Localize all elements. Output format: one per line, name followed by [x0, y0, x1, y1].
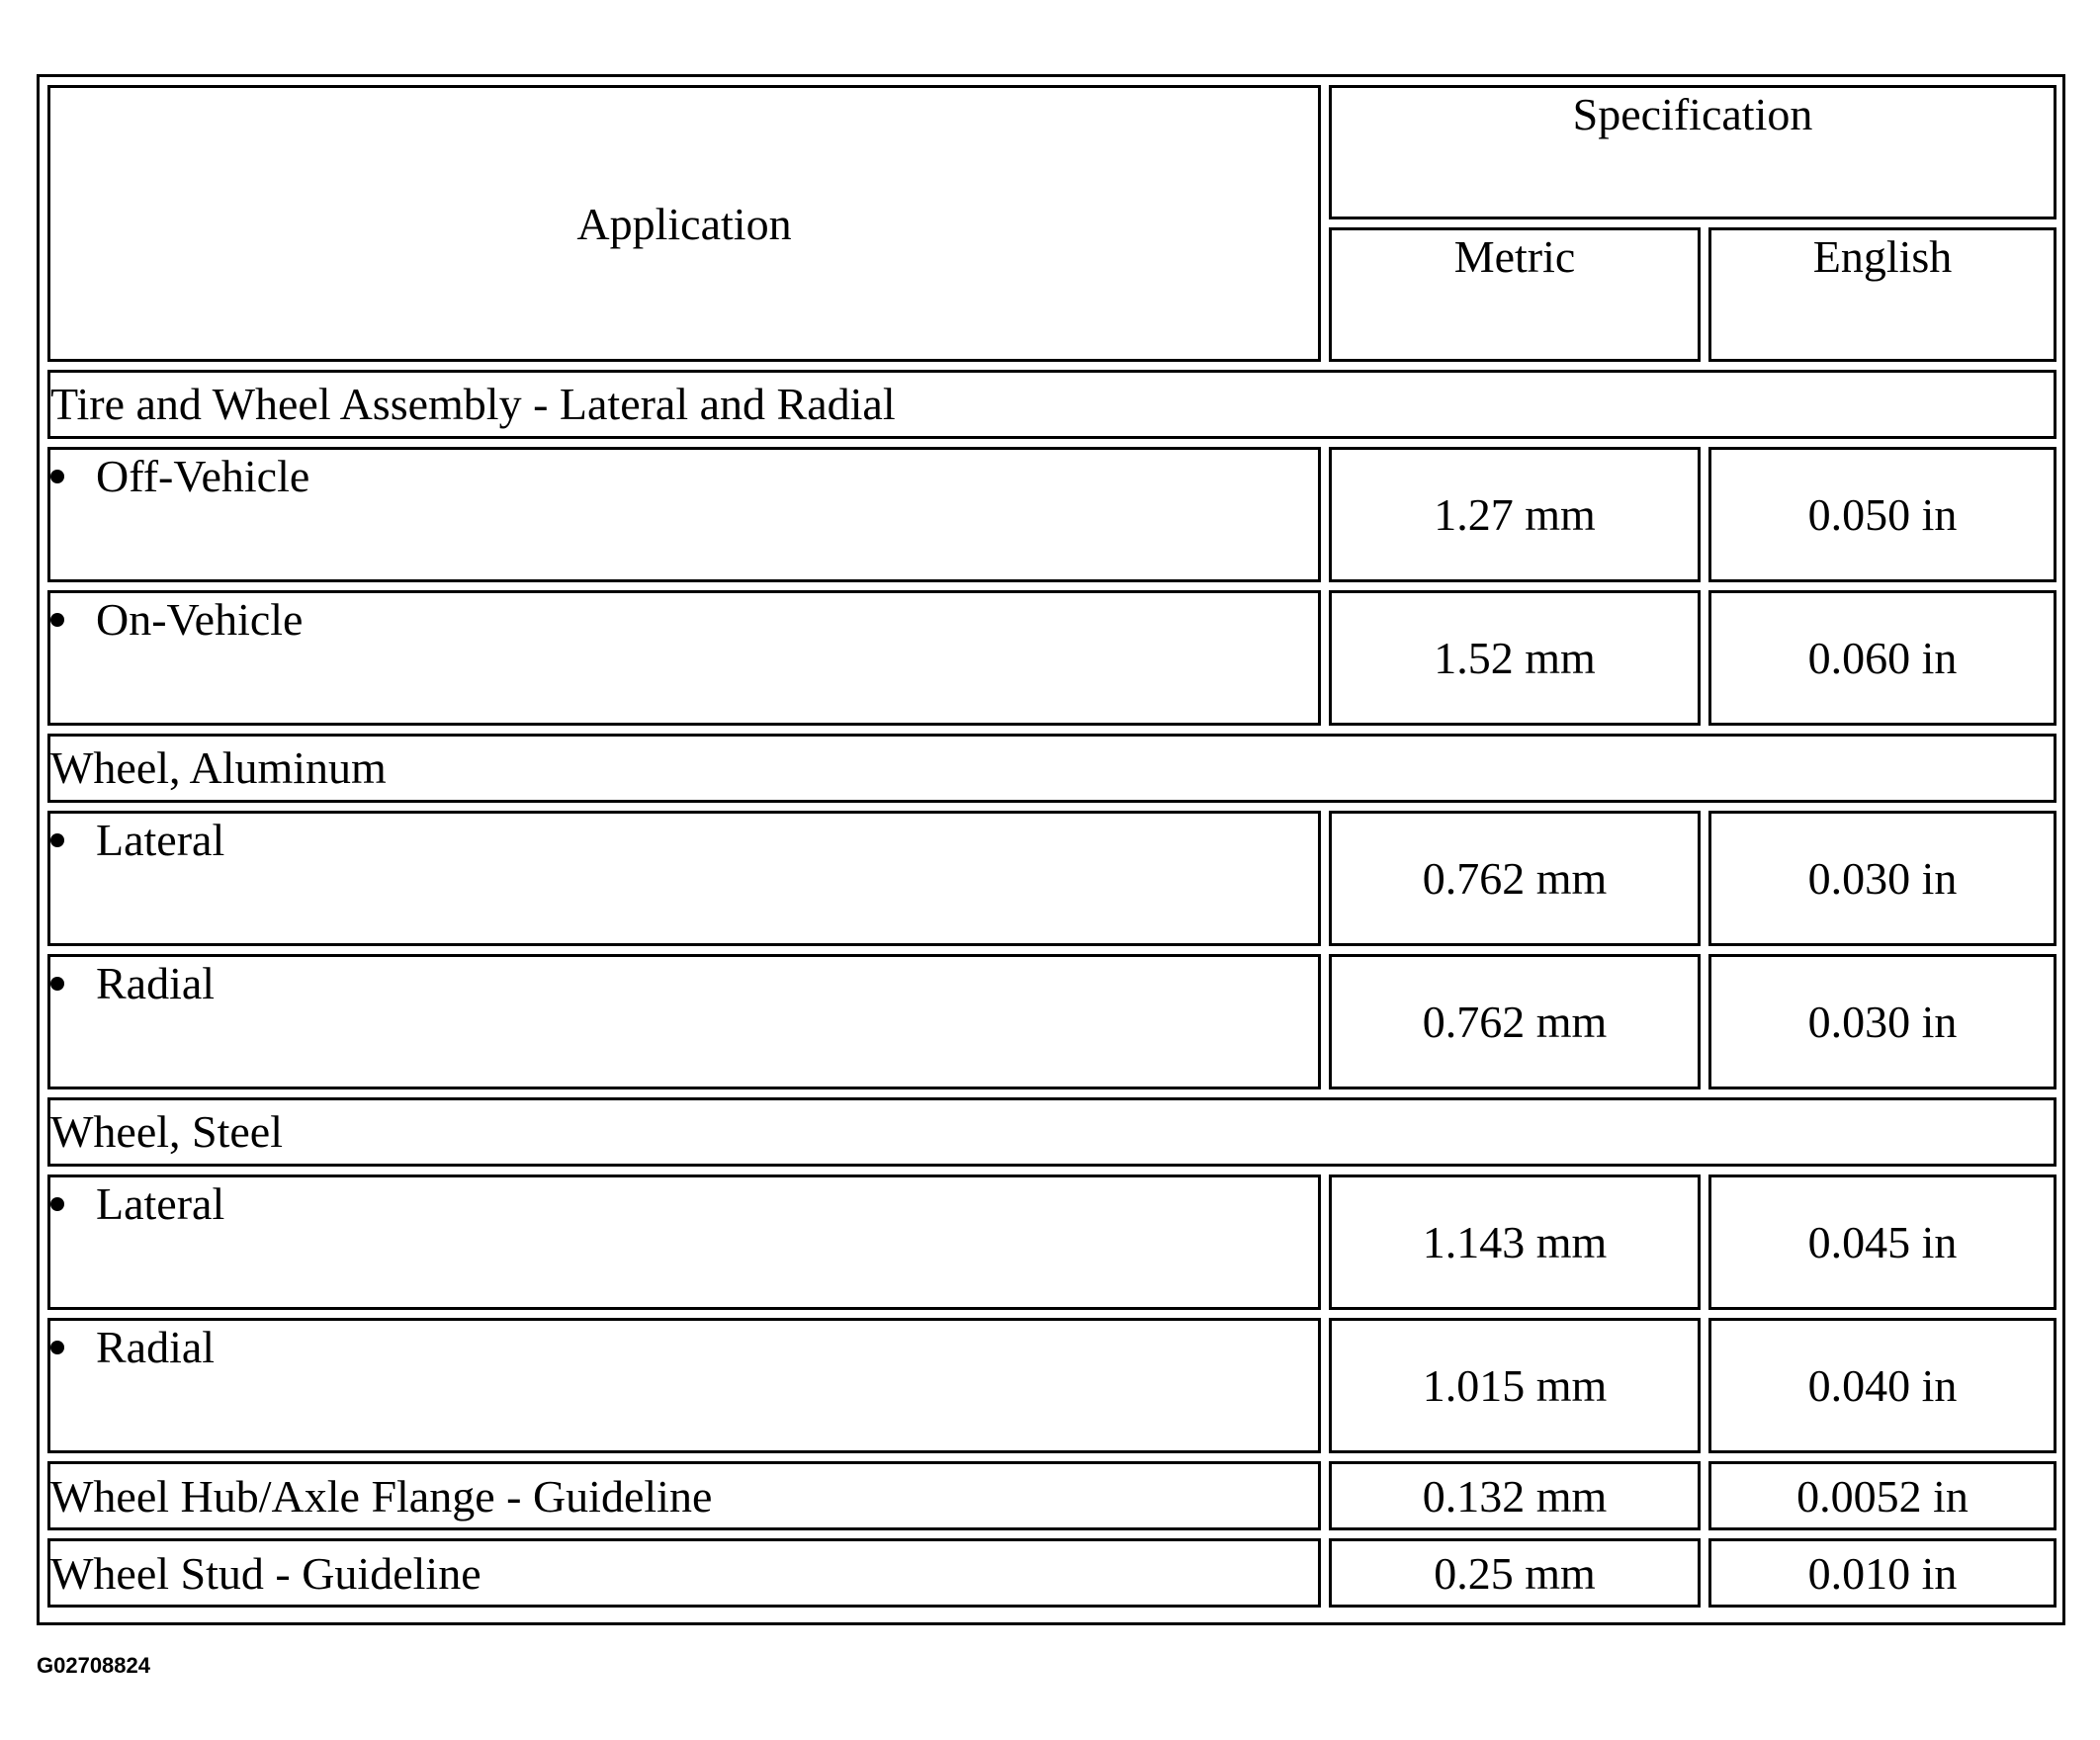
item-label: Off-Vehicle — [96, 451, 310, 501]
item-label: Radial — [96, 1322, 216, 1372]
metric-value: 1.52 mm — [1329, 590, 1701, 726]
english-value: 0.050 in — [1708, 447, 2056, 582]
section-row — [47, 1097, 2056, 1167]
metric-value: 0.132 mm — [1329, 1461, 1701, 1530]
item-cell — [47, 1174, 1321, 1310]
table-row — [47, 1174, 2056, 1310]
item-label: Lateral — [96, 815, 225, 865]
metric-value: 1.143 mm — [1329, 1174, 1701, 1310]
figure-id: G02708824 — [37, 1653, 150, 1678]
english-value: 0.010 in — [1708, 1538, 2056, 1608]
specification-table — [40, 77, 2064, 1615]
header-specification: Specification — [1329, 85, 2056, 219]
english-value: 0.030 in — [1708, 954, 2056, 1089]
english-value: 0.030 in — [1708, 811, 2056, 946]
section-title: Wheel, Aluminum — [47, 734, 2056, 803]
item-cell — [47, 590, 1321, 726]
table-row — [47, 1461, 2056, 1530]
guideline-label: Wheel Hub/Axle Flange - Guideline — [47, 1461, 1321, 1530]
item-cell — [47, 1318, 1321, 1453]
table-row — [47, 1318, 2056, 1453]
english-value: 0.0052 in — [1708, 1461, 2056, 1530]
bullet-icon — [50, 1197, 64, 1211]
table-row — [47, 447, 2056, 582]
header-application: Application — [47, 85, 1321, 362]
table-row — [47, 811, 2056, 946]
metric-value: 0.762 mm — [1329, 811, 1701, 946]
bullet-icon — [50, 613, 64, 627]
guideline-label: Wheel Stud - Guideline — [47, 1538, 1321, 1608]
section-title: Tire and Wheel Assembly - Lateral and Radial — [47, 370, 2056, 439]
bullet-icon — [50, 833, 64, 847]
metric-value: 1.015 mm — [1329, 1318, 1701, 1453]
header-english: English — [1708, 227, 2056, 362]
item-cell — [47, 954, 1321, 1089]
english-value: 0.040 in — [1708, 1318, 2056, 1453]
spec-table-frame — [37, 74, 2065, 1625]
item-cell — [47, 447, 1321, 582]
metric-value: 0.25 mm — [1329, 1538, 1701, 1608]
section-row — [47, 734, 2056, 803]
item-label: Radial — [96, 958, 216, 1008]
bullet-icon — [50, 1341, 64, 1354]
item-label: Lateral — [96, 1178, 225, 1229]
english-value: 0.060 in — [1708, 590, 2056, 726]
table-row — [47, 954, 2056, 1089]
table-row — [47, 590, 2056, 726]
english-value: 0.045 in — [1708, 1174, 2056, 1310]
metric-value: 0.762 mm — [1329, 954, 1701, 1089]
metric-value: 1.27 mm — [1329, 447, 1701, 582]
header-metric: Metric — [1329, 227, 1701, 362]
item-cell — [47, 811, 1321, 946]
bullet-icon — [50, 470, 64, 483]
item-label: On-Vehicle — [96, 594, 304, 645]
header-row — [47, 85, 2056, 219]
table-row — [47, 1538, 2056, 1608]
section-row — [47, 370, 2056, 439]
section-title: Wheel, Steel — [47, 1097, 2056, 1167]
bullet-icon — [50, 977, 64, 991]
